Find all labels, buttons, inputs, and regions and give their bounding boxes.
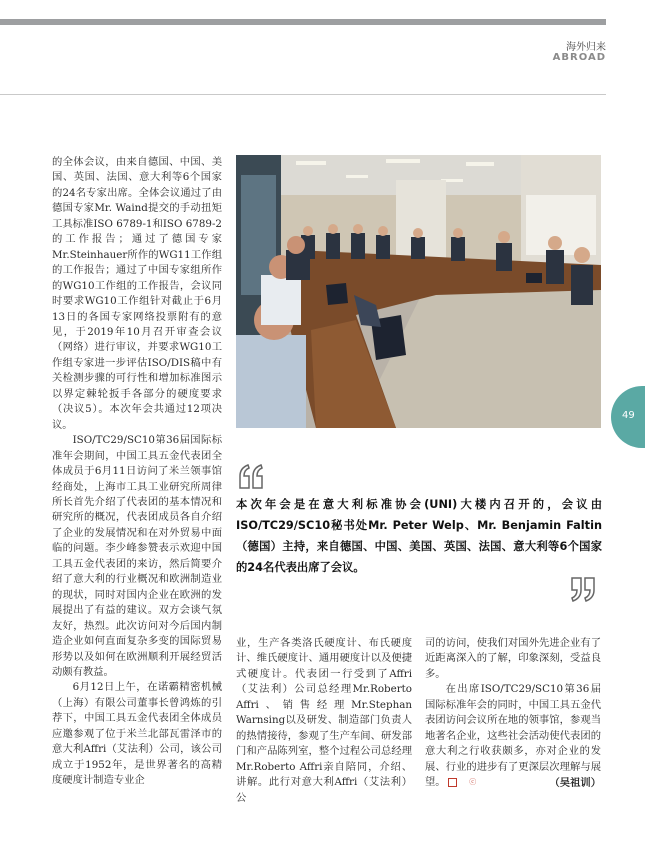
- paragraph-text: 在出席ISO/TC29/SC10第36届国际标准年会的同时，中国工具五金代表团访问会议所在地的领事馆，参观当地著名企业，这些社会活动使代表团的意大利之行收获颇多，亦对企业的发展、行业的进步有了更深层次理解与展望。: [425, 683, 601, 789]
- article-column-1: [52, 155, 222, 789]
- pull-quote: 本次年会是在意大利标准协会(UNI)大楼内召开的，会议由ISO/TC29/SC10秘书处Mr. Peter Welp、Mr. Benjamin Faltin（德国）主持，来自德国、中国、美国、英国、法国、意大利等6个国家的24名代表出席了会议。: [236, 498, 602, 574]
- end-mark-icon: ⓒ: [448, 778, 457, 787]
- paragraph: ISO/TC29/SC10第36届国际标准年会期间，中国工具五金代表团全体成员于6月11日访问了米兰领事馆经商处，上海市工具工业研究所周律所长首先介绍了代表团的基本情况和研究所的概况，代表团成员各自介绍了企业的发展情况和在对外贸易中面临的问题。李少峰参赞表示欢迎中国工具五金代表团的来访，然后简要介绍了意大利的行业概况和欧洲制造业的现状，同时对国内企业在欧洲的发展提出了有益的建议。双方会谈气氛友好，热烈。此次访问对今后国内制造企业如何直面复杂多变的国际贸易形势以及如何在欧洲顺利开展经贸活动颇有教益。: [52, 434, 222, 678]
- paragraph: 6月12日上午，在诺霸精密机械（上海）有限公司董事长曾鸿炼的引荐下，中国工具五金代表团全体成员应邀参观了位于米兰北部瓦雷泽市的意大利Affri（艾法利）公司，该公司成立于1952年，是世界著名的高精度硬度计制造专业企: [52, 681, 222, 787]
- paragraph: 业，生产各类洛氏硬度计、布氏硬度计、维氏硬度计、通用硬度计以及便捷式硬度计。代表团一行受到了Affri（艾法利）公司总经理Mr.Roberto Affri、销售经理Mr.Stephan Warnsing以及研发、制造部门负责人的热情接待，参观了生产车间、研发部门和产品陈列室，整个过程公司总经理Mr.Roberto Affri亲自陪同，介绍、讲解。此行对意大利Affri（艾法利）公: [236, 637, 412, 804]
- meeting-room-photo: [236, 155, 601, 428]
- close-quote-icon: [568, 574, 598, 604]
- paragraph: 的全体会议，由来自德国、中国、美国、英国、法国、意大利等6个国家的24名专家出席。全体会议通过了由德国专家Mr. Waind提交的手动扭矩工具标准ISO 6789-1和ISO 6789-2的工作报告；通过了德国专家Mr.Steinhauer所作的WG11工作组的工作报告；通过了中国专家组所作的WG10工作组的工作报告，会议同时要求WG10工作组针对截止于6月13日的各国专家网络投票附有的意见，于2019年10月召开审查会议（网络）进行审议，并要求WG10工作组专家进一步评估ISO/DIS稿中有关检测步骤的可行性和增加标准图示以界定棘轮扳手各部分的硬度要求（决议5）。本次年会共通过12项决议。: [52, 156, 222, 431]
- paragraph: 司的访问，使我们对国外先进企业有了近距离深入的了解，印象深刻，受益良多。: [425, 637, 601, 680]
- open-quote-icon: [236, 462, 266, 492]
- section-title-cn: 海外归来: [566, 42, 606, 53]
- article-column-3: [425, 636, 601, 791]
- section-title-en: ABROAD: [552, 52, 606, 63]
- author-credit: （吴祖训）: [549, 777, 601, 789]
- header-divider: [0, 94, 606, 95]
- article-column-2: [236, 636, 412, 806]
- page-number: 49: [622, 410, 635, 421]
- page-number-tab: [611, 386, 645, 448]
- header-top-bar: [0, 19, 606, 25]
